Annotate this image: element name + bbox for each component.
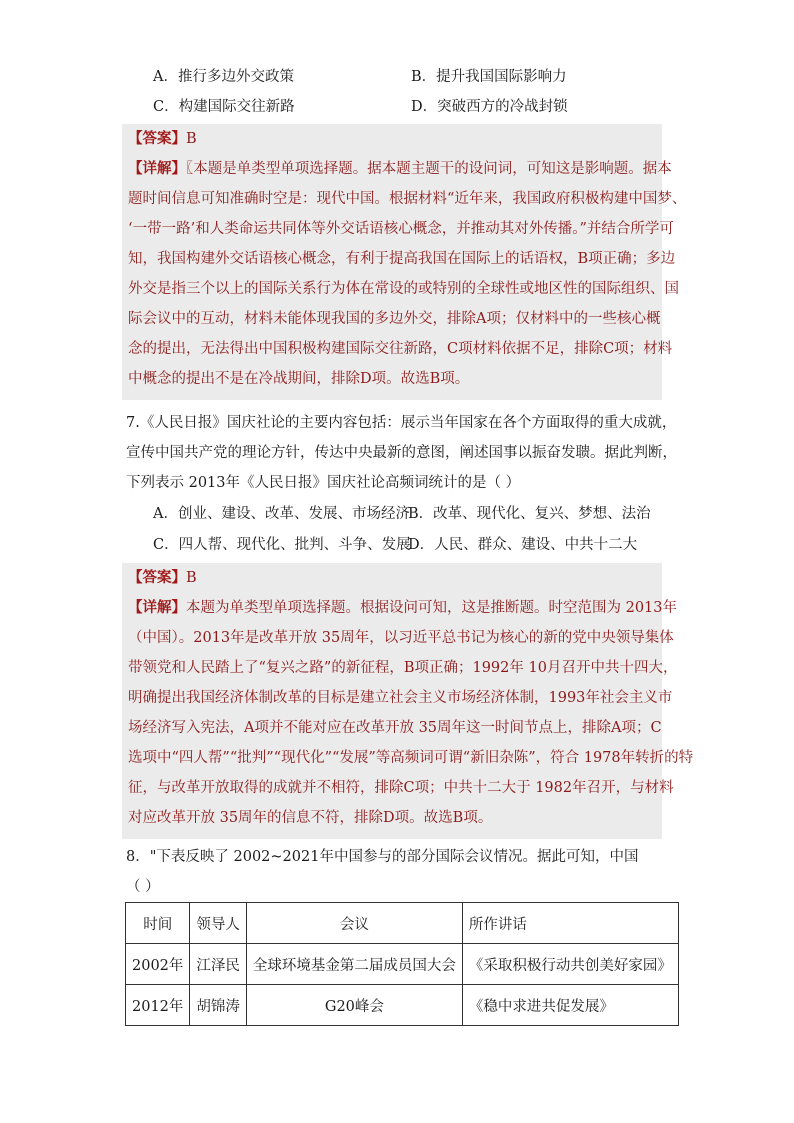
table-cell: 2012年 (126, 985, 190, 1026)
detail-text: 〖本题是单类型单项选择题。据本题主题干的设问词，可知这是影响题。据本 (186, 161, 672, 177)
answer-value: B (186, 131, 197, 147)
detail-label: 【详解】 (128, 160, 186, 177)
q6-detail-line-2: 题时间信息可知准确时空是：现代中国。根据材料“近年来，我国政府积极构建中国梦、 (128, 191, 687, 207)
q7-detail-line-1 (128, 597, 677, 619)
table-cell: 江泽民 (190, 944, 247, 985)
q6-detail-line-6: 际会议中的互动，材料未能体现我国的多边外交，排除A项；仅材料中的一些核心概 (128, 311, 661, 327)
q6-detail-line-3: ‘一带一路’和人类命运共同体等外交话语核心概念，并推动其对外传播。”并结合所学可 (128, 221, 674, 237)
q7-stem-line-1: 7.《人民日报》国庆社论的主要内容包括：展示当年国家在各个方面取得的重大成就， (126, 415, 677, 431)
q7-option-c: C．四人帮、现代化、批判、斗争、发展 (153, 537, 411, 553)
q7-option-b: B．改革、现代化、复兴、梦想、法治 (408, 506, 651, 522)
table-cell: 2002年 (126, 944, 190, 985)
q7-detail-line-7: 征，与改革开放取得的成就并不相符，排除C项；中共十二大于 1982年召开，与材料 (128, 780, 674, 796)
q7-detail-line-6: 选项中“四人帮”“批判”“现代化”“发展”等高频词可谓“新旧杂陈”，符合 1978年转折的特 (128, 750, 694, 766)
q7-answer-block (122, 563, 694, 839)
q6-option-c: C．构建国际交往新路 (153, 99, 295, 115)
q7-stem-line-3: 下列表示 2013年《人民日报》国庆社论高频词统计的是（ ） (126, 475, 521, 491)
table-header-cell: 会议 (246, 903, 462, 944)
table-row (126, 985, 679, 1026)
q6-detail-line-7: 念的提出，无法得出中国积极构建国际交往新路，C项材料依据不足，排除C项；材料 (128, 341, 673, 357)
table-header-cell: 领导人 (190, 903, 247, 944)
q7-answer-line (128, 567, 197, 589)
table-cell: 全球环境基金第二届成员国大会 (246, 944, 462, 985)
table-cell: 胡锦涛 (190, 985, 247, 1026)
table-cell: G20峰会 (246, 985, 462, 1026)
q6-option-b: B．提升我国国际影响力 (411, 69, 567, 85)
q8-table (125, 902, 679, 1026)
detail-label: 【详解】 (128, 599, 186, 616)
q6-answer-line (128, 128, 197, 150)
q6-detail-line-8: 中概念的提出不是在冷战期间，排除D项。故选B项。 (128, 371, 470, 387)
answer-value: B (186, 570, 197, 586)
q7-detail-line-4: 明确提出我国经济体制改革的目标是建立社会主义市场经济体制，1993年社会主义市 (128, 690, 673, 706)
q6-option-d: D．突破西方的冷战封锁 (411, 99, 568, 115)
q6-detail-line-5: 外交是指三个以上的国际关系行为体在常设的或特别的全球性或地区性的国际组织、国 (128, 281, 679, 297)
q8-stem-line-1: 8．"下表反映了 2002~2021年中国参与的部分国际会议情况。据此可知，中国 (126, 849, 639, 865)
q7-detail-line-8: 对应改革开放 35周年的信息不符，排除D项。故选B项。 (128, 810, 493, 826)
q6-detail-line-1 (128, 158, 672, 180)
q6-detail-line-4: 知，我国构建外交话语核心概念，有利于提高我国在国际上的话语权，B项正确；多边 (128, 251, 676, 267)
table-header-cell: 时间 (126, 903, 190, 944)
table-header-row (126, 903, 679, 944)
answer-label: 【答案】 (128, 569, 186, 586)
table-header-cell: 所作讲话 (462, 903, 678, 944)
table-cell: 《稳中求进共促发展》 (462, 985, 678, 1026)
q7-detail-line-5: 场经济写入宪法，A项并不能对应在改革开放 35周年这一时间节点上，排除A项；C (128, 720, 662, 736)
answer-label: 【答案】 (128, 130, 186, 147)
q6-answer-block (122, 124, 687, 400)
q7-detail-line-2: （中国）。2013年是改革开放 35周年，以习近平总书记为核心的新的党中央领导集体 (128, 630, 674, 646)
q7-option-d: D．人民、群众、建设、中共十二大 (408, 537, 638, 553)
q6-option-a: A．推行多边外交政策 (153, 69, 294, 85)
table-row (126, 944, 679, 985)
q7-option-a: A．创业、建设、改革、发展、市场经济 (153, 506, 410, 522)
q7-stem-line-2: 宣传中国共产党的理论方针，传达中央最新的意图，阐述国事以振奋发聩。据此判断， (126, 445, 677, 461)
q7-detail-line-3: 带领党和人民踏上了“复兴之路”的新征程，B项正确；1992年 10月召开中共十四大， (128, 660, 678, 676)
detail-text: 本题为单类型单项选择题。根据设问可知，这是推断题。时空范围为 2013年 (186, 600, 678, 616)
table-cell: 《采取积极行动共创美好家园》 (462, 944, 678, 985)
q8-stem-line-2: （ ） (126, 879, 160, 895)
